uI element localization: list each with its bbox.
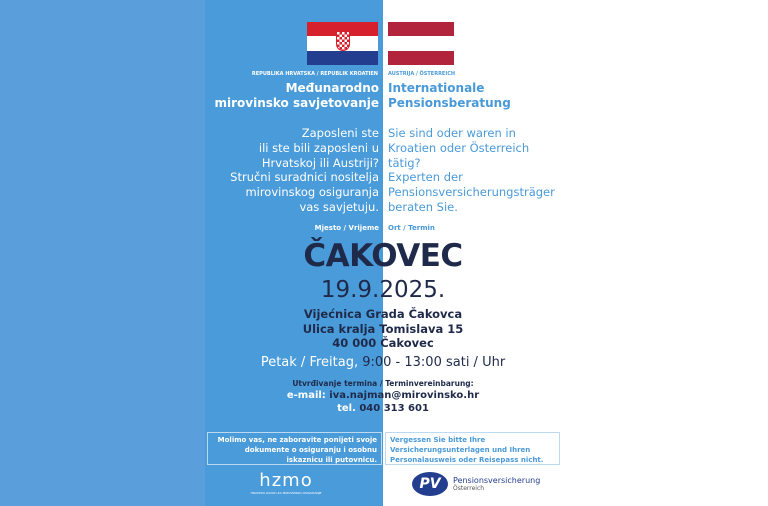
address-line: 40 000 Čakovec [332,336,434,350]
de-intro-line: tätig? [388,155,421,170]
de-intro-line: Pensionsversicherungsträger [388,185,555,200]
tel-row [220,403,546,414]
hr-caption: REPUBLIKA HRVATSKA / REPUBLIK KROATIEN [251,71,378,77]
de-intro-line: Kroatien oder Österreich [388,140,530,155]
hr-intro-line: Stručni suradnici nositelja [230,170,379,185]
opening-time [220,355,546,370]
pv-logo [412,472,540,496]
pv-subtitle: Österreich [453,485,485,492]
tel-label: tel. [337,403,356,414]
email-link[interactable]: iva.najman@mirovinsko.hr [329,390,480,401]
hr-title-line: mirovinsko savjetovanje [214,96,379,110]
austrian-flag [388,22,454,65]
tel-number[interactable]: 040 313 601 [359,403,429,414]
hr-intro-line: vas savjetuju. [299,199,379,214]
address-line: Vijećnica Grada Čakovca [303,307,463,321]
hr-intro-line: mirovinskog osiguranja [245,185,379,200]
contact-label: Utvrđivanje termina / Terminvereinbarung: [292,379,474,388]
croatian-flag [307,22,378,65]
hr-intro-line: Hrvatskoj ili Austriji? [261,155,379,170]
hr-title [215,81,380,111]
de-intro-line: beraten Sie. [388,199,458,214]
pv-name: Pensionsversicherung [453,476,541,485]
left-blue-band [0,0,205,506]
date: 19.9.2025. [320,277,446,303]
email-row [220,390,546,401]
hr-intro [230,126,379,215]
hzmo-wordmark: hzmo [259,470,313,491]
address-line: Ulica kralja Tomislava 15 [302,321,464,336]
de-intro [388,126,555,215]
hzmo-logo [216,470,356,495]
time-range: 9:00 - 13:00 sati / Uhr [362,355,506,370]
note-de: Vergessen Sie bitte Ihre Versicherungsunterlagen und Ihren Personalausweis oder Reisepass nicht. [385,432,560,465]
city: ČAKOVEC [303,238,463,274]
hr-intro-line: Zaposleni ste [301,126,379,140]
day-label: Petak / Freitag, [260,355,359,370]
de-intro-line: Sie sind oder waren in [388,126,516,140]
de-title [388,81,511,111]
email-label: e-mail: [286,390,326,401]
note-hr: Molimo vas, ne zaboravite ponijeti svoje dokumente o osiguranju i osobnu iskaznicu ili putovnicu. [207,432,382,465]
address [220,307,546,351]
hzmo-subtitle: HRVATSKI ZAVOD ZA MIROVINSKO OSIGURANJE [250,491,322,495]
hr-intro-line: ili ste bili zaposleni u [258,140,379,155]
de-intro-line: Experten der [388,170,463,185]
de-title-line: Internationale [388,81,485,95]
place-label-de: Ort / Termin [388,224,435,232]
at-caption: AUSTRIJA / ÖSTERREICH [388,71,456,77]
hr-title-line: Međunarodno [285,81,379,95]
pv-mark-icon: PV [412,472,448,496]
de-title-line: Pensionsberatung [388,96,511,110]
place-label-hr: Mjesto / Vrijeme [314,224,379,232]
